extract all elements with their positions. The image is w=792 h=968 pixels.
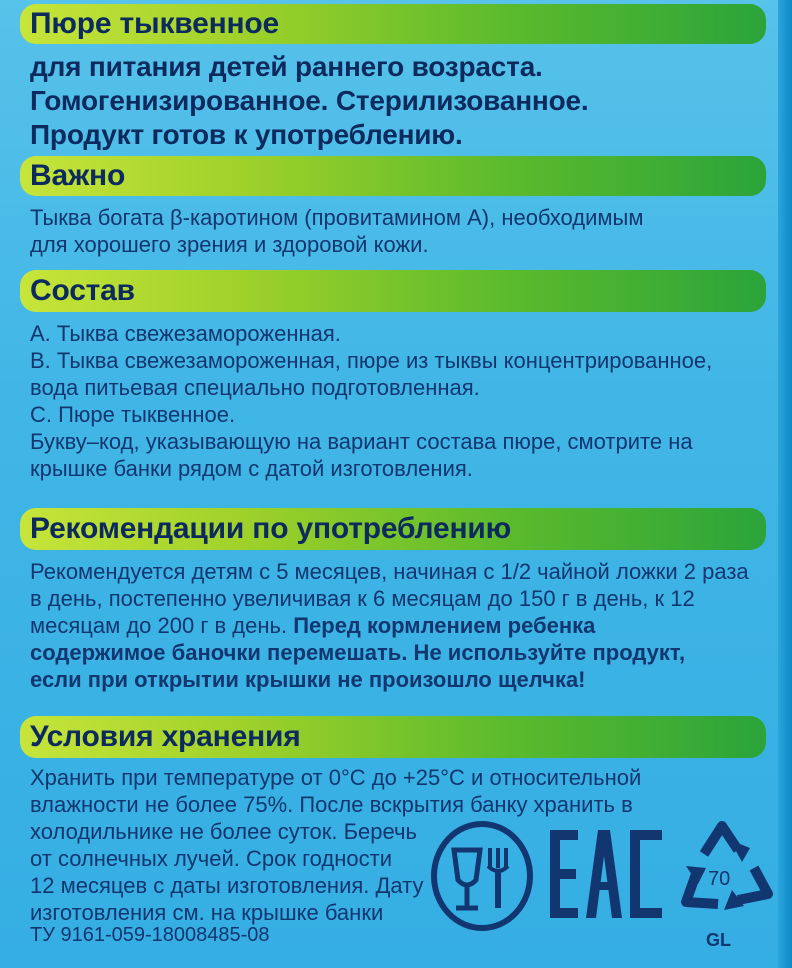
storage-line: холодильнике не более суток. Беречь xyxy=(30,819,417,844)
recommendations-heading: Рекомендации по употреблению xyxy=(30,512,512,545)
important-line: для хорошего зрения и здоровой кожи. xyxy=(30,232,429,257)
product-subtitle: для питания детей раннего возраста. xyxy=(30,51,543,82)
composition-line: Букву–код, указывающую на вариант состава пюре, смотрите на xyxy=(30,429,693,454)
product-title: Пюре тыквенное xyxy=(30,7,280,40)
recommendations-warning: содержимое баночки перемешать. Не используйте продукт, xyxy=(30,640,686,665)
composition-line: крышке банки рядом с датой изготовления. xyxy=(30,456,473,481)
recommendations-line xyxy=(30,612,760,639)
composition-line: вода питьевая специально подготовленная. xyxy=(30,375,480,400)
storage-heading: Условия хранения xyxy=(30,720,301,753)
important-line: Тыква богата β-каротином (провитамином А), необходимым xyxy=(30,205,644,230)
storage-line: изготовления см. на крышке банки xyxy=(30,900,384,925)
recycle-number: 70 xyxy=(708,868,731,890)
product-ready: Продукт готов к употреблению. xyxy=(30,119,463,150)
composition-line: А. Тыква свежезамороженная. xyxy=(30,321,341,346)
recommendations-warning: если при открытии крышки не произошло щелчка! xyxy=(30,667,586,692)
eac-mark-icon xyxy=(548,826,664,922)
storage-line: влажности не более 75%. После вскрытия банку хранить в xyxy=(30,792,633,817)
composition-heading: Состав xyxy=(30,274,135,307)
recommendations-line: Рекомендуется детям с 5 месяцев, начиная с 1/2 чайной ложки 2 раза xyxy=(30,559,749,584)
storage-line: 12 месяцев с даты изготовления. Дату xyxy=(30,873,424,898)
important-heading: Важно xyxy=(30,159,126,192)
composition-line: В. Тыква свежезамороженная, пюре из тыквы концентрированное, xyxy=(30,348,713,373)
important-band xyxy=(20,156,766,196)
composition-line: С. Пюре тыквенное. xyxy=(30,402,236,427)
important-text xyxy=(30,204,760,258)
composition-text xyxy=(30,320,760,482)
storage-line: Хранить при температуре от 0°С до +25°С и относительной xyxy=(30,765,642,790)
recommendations-warning: Перед кормлением ребенка xyxy=(293,613,596,638)
storage-line: от солнечных лучей. Срок годности xyxy=(30,846,392,871)
glass-fork-icon xyxy=(430,820,534,932)
recommendations-regular: месяцам до 200 г в день. xyxy=(30,613,294,638)
recommendations-text xyxy=(30,558,760,693)
product-processing: Гомогенизированное. Стерилизованное. xyxy=(30,85,589,116)
recycle-code: GL xyxy=(706,930,731,950)
recommendations-line: в день, постепенно увеличивая к 6 месяцам до 150 г в день, к 12 xyxy=(30,586,695,611)
standard-number: ТУ 9161-059-18008485-08 xyxy=(30,924,270,946)
